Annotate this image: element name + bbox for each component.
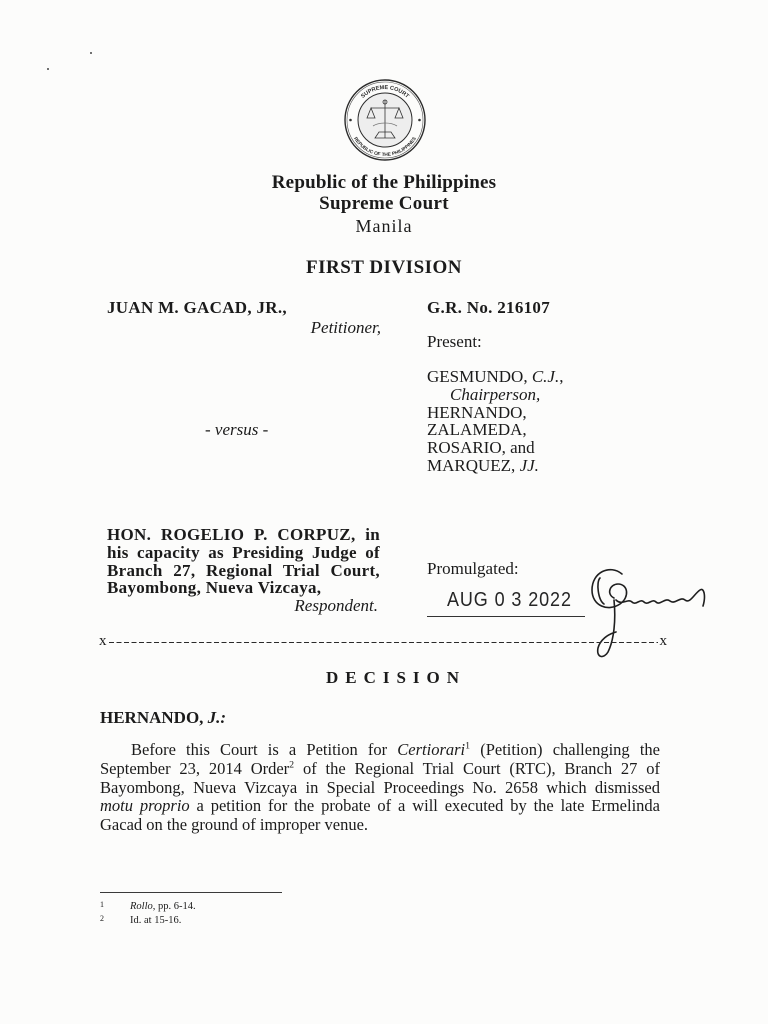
footnote-run: , pp. 6-14. — [152, 901, 196, 912]
justice-entry — [427, 368, 563, 386]
seal-bottom-text: REPUBLIC OF THE PHILIPPINES — [352, 136, 418, 159]
versus-label: - versus - — [205, 420, 269, 439]
date-underline — [427, 616, 585, 617]
chairperson-line — [427, 386, 563, 404]
footnotes — [100, 900, 196, 928]
ponente-name: HERNANDO, — [100, 708, 204, 727]
petitioner-role: Petitioner, — [310, 318, 381, 337]
signature-stroke — [616, 589, 704, 606]
gr-number: G.R. No. 216107 — [427, 298, 551, 317]
respondent-role: Respondent. — [294, 596, 378, 615]
division-heading: FIRST DIVISION — [305, 257, 463, 278]
respondent-line: HON. ROGELIO P. CORPUZ, in — [107, 525, 380, 544]
text-run: Gacad on the ground of improper venue. — [100, 815, 369, 834]
city-heading: Manila — [355, 216, 413, 236]
text-run: of the Regional Trial Court (RTC), Branch 27 of — [294, 758, 660, 778]
present-label: Present: — [427, 332, 482, 351]
seal-star-right — [418, 119, 421, 122]
justices-list — [427, 368, 563, 475]
paragraph-line — [100, 779, 660, 798]
footnote-text — [130, 900, 196, 914]
seal-top-text: SUPREME COURT — [360, 84, 410, 100]
petitioner-name: JUAN M. GACAD, JR., — [107, 298, 287, 317]
ponente — [100, 709, 226, 727]
text-run: (Petition) challenging the — [470, 740, 660, 759]
justice-name: MARQUEZ, — [427, 455, 516, 475]
paragraph-line — [100, 816, 660, 835]
separator-left-mark: x — [99, 633, 107, 649]
scan-speck — [90, 52, 92, 54]
justice-title: JJ. — [519, 455, 539, 475]
footnote — [100, 900, 196, 914]
supreme-court-seal — [343, 78, 427, 162]
footnote-ref: 1 — [465, 740, 471, 752]
footnote-mark: 1 — [100, 900, 104, 909]
justice-entry — [427, 457, 563, 475]
republic-heading: Republic of the Philippines — [271, 172, 497, 193]
signature-stroke — [598, 578, 604, 604]
ponente-title: J.: — [207, 708, 227, 727]
text-run: a petition for the probate of a will executed by the late Ermelinda — [189, 796, 660, 816]
footnote-mark: 2 — [100, 914, 104, 923]
respondent-line: Bayombong, Nueva Vizcaya, — [107, 578, 322, 598]
promulgation-date-stamp: AUG 0 3 2022 — [447, 589, 572, 611]
text-run: Bayombong, Nueva Vizcaya in Special Proceedings No. 2658 which dismissed — [100, 777, 660, 797]
decision-title: DECISION — [325, 668, 467, 687]
seal-star-left — [349, 119, 352, 122]
justice-entry: HERNANDO, — [427, 402, 527, 422]
paragraph-line — [100, 797, 660, 816]
caption-separator — [99, 632, 667, 650]
justice-title: C.J. — [531, 367, 560, 386]
footnote-ref: 2 — [289, 759, 295, 771]
promulgated-label: Promulgated: — [427, 559, 519, 578]
text-run: Before this Court is a Petition for — [131, 740, 398, 759]
footnote — [100, 914, 196, 928]
respondent-line: his capacity as Presiding Judge of — [107, 542, 380, 562]
justice-name: GESMUNDO, — [427, 367, 528, 386]
paragraph-line — [100, 741, 660, 760]
footnote-text: Id. at 15-16. — [130, 915, 182, 926]
text-run-italic: motu proprio — [100, 796, 190, 816]
footnote-rule — [100, 892, 282, 893]
decision-paragraph — [100, 741, 660, 835]
text-run: September 23, 2014 Order — [100, 758, 290, 778]
court-heading: Supreme Court — [319, 193, 449, 214]
justice-trail: , — [559, 367, 564, 386]
footnote-italic: Rollo — [130, 901, 153, 912]
justice-role: Chairperson, — [450, 384, 541, 404]
justice-entry: ROSARIO, and — [427, 438, 535, 458]
respondent-name — [107, 526, 380, 597]
separator-right-mark: x — [659, 633, 667, 649]
scan-speck — [47, 68, 49, 70]
justice-entry: ZALAMEDA, — [427, 420, 527, 440]
separator-dashes — [109, 642, 658, 643]
text-run-italic: Certiorari — [397, 740, 466, 759]
paragraph-line — [100, 760, 660, 779]
respondent-line: Branch 27, Regional Trial Court, — [107, 560, 380, 580]
